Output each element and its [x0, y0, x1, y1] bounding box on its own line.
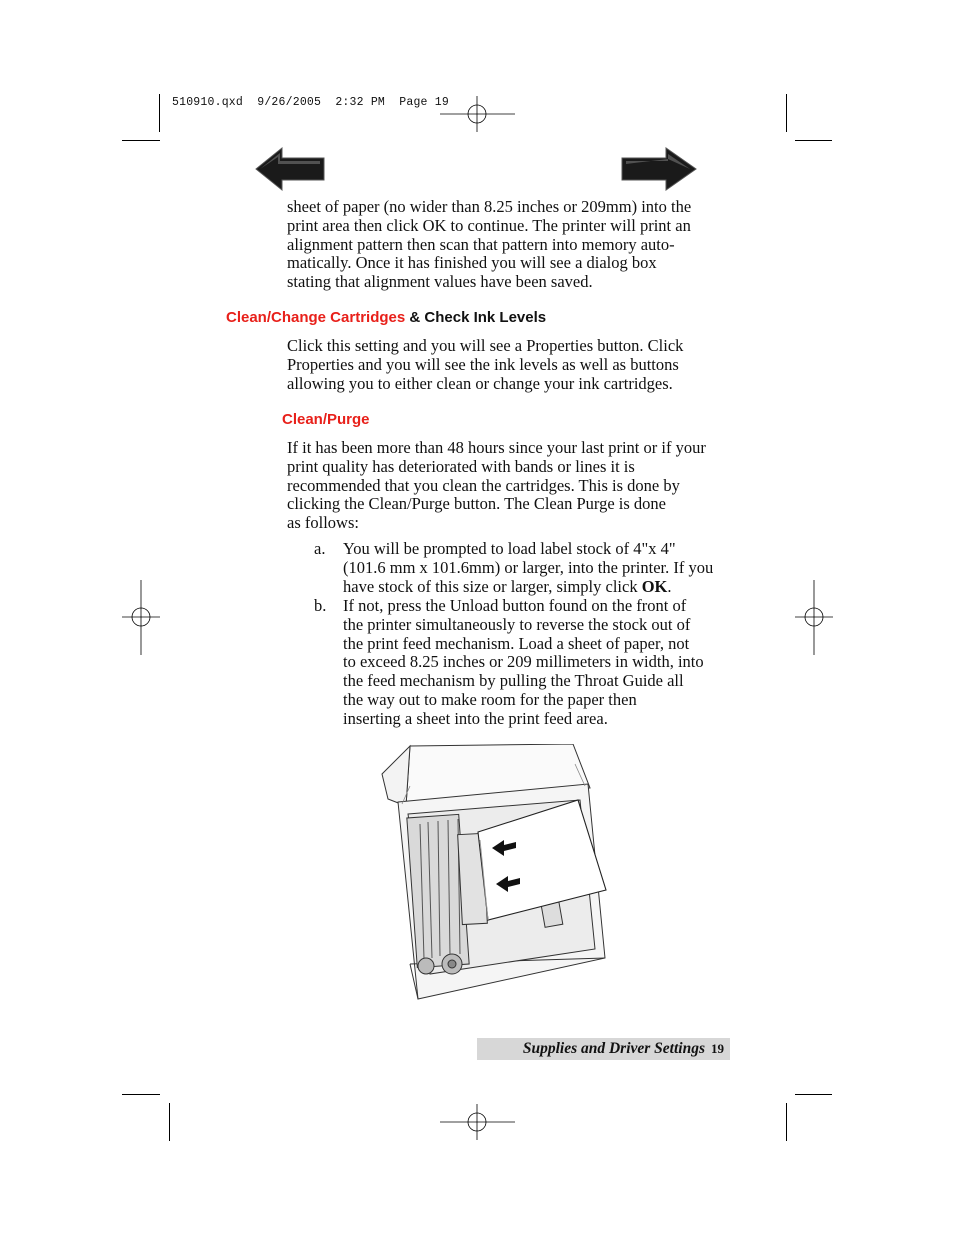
ok-emphasis: OK — [641, 576, 668, 596]
text-line: You will be prompted to load label stock of 4"x 4" — [343, 539, 676, 558]
text-line: alignment pattern then scan that pattern into memory auto- — [287, 234, 675, 254]
text-line: stating that alignment values have been saved. — [287, 272, 593, 292]
list-item-a — [343, 540, 743, 596]
text-line: clicking the Clean/Purge button. The Clean Purge is done — [287, 494, 666, 514]
text-line: recommended that you clean the cartridges. This is done by — [287, 475, 680, 495]
list-item-b — [343, 597, 743, 729]
text-line: Properties and you will see the ink levels as well as buttons — [287, 354, 679, 374]
footer — [477, 1038, 724, 1060]
section-heading-clean-purge: Clean/Purge — [282, 411, 370, 428]
text-line: allowing you to either clean or change your ink cartridges. — [287, 373, 673, 393]
text-line: Click this setting and you will see a Properties button. Click — [287, 336, 684, 355]
text-line: If not, press the Unload button found on the front of — [343, 596, 687, 615]
heading-red-part: Clean/Change Cartridges — [226, 309, 406, 326]
text-line: matically. Once it has finished you will see a dialog box — [287, 253, 657, 273]
text-line: the printer simultaneously to reverse the stock out of — [343, 614, 691, 634]
footer-section-title: Supplies and Driver Settings — [522, 1040, 705, 1057]
page-number: 19 — [711, 1041, 724, 1056]
forward-arrow-button[interactable] — [620, 146, 700, 192]
text-line: print area then click OK to continue. The printer will print an — [287, 215, 691, 235]
text-line: the way out to make room for the paper then — [343, 689, 637, 709]
text-line: print quality has deteriorated with bands or lines it is — [287, 456, 635, 476]
printer-paper-feed-illustration — [380, 744, 610, 1000]
text-span: have stock of this size or larger, simply click — [343, 576, 642, 596]
text-line: the feed mechanism by pulling the Throat Guide all — [343, 671, 684, 691]
text-span: . — [667, 576, 672, 596]
section-heading-clean-change — [226, 309, 546, 326]
text-line: to exceed 8.25 inches or 209 millimeters in width, into — [343, 652, 704, 672]
list-item-a-marker: a. — [314, 539, 326, 558]
registration-mark-right — [795, 580, 833, 655]
text-line: as follows: — [287, 513, 359, 533]
back-arrow-button[interactable] — [254, 146, 328, 192]
heading-black-part: & Check Ink Levels — [405, 309, 547, 326]
text-line: If it has been more than 48 hours since your last print or if your — [287, 438, 706, 457]
section2-paragraph — [287, 439, 742, 533]
print-slug: 510910.qxd 9/26/2005 2:32 PM Page 19 — [172, 96, 449, 109]
list-item-b-marker: b. — [314, 596, 327, 615]
intro-paragraph — [287, 198, 737, 292]
text-line: inserting a sheet into the print feed area. — [343, 708, 608, 728]
text-line: the print feed mechanism. Load a sheet of paper, not — [343, 633, 690, 653]
text-line — [343, 578, 743, 597]
registration-mark-top — [440, 96, 515, 132]
text-line: sheet of paper (no wider than 8.25 inches or 209mm) into the — [287, 197, 692, 216]
registration-mark-left — [122, 580, 160, 655]
section1-paragraph — [287, 337, 737, 393]
registration-mark-bottom — [440, 1104, 515, 1140]
text-line: (101.6 mm x 101.6mm) or larger, into the printer. If you — [343, 557, 714, 577]
